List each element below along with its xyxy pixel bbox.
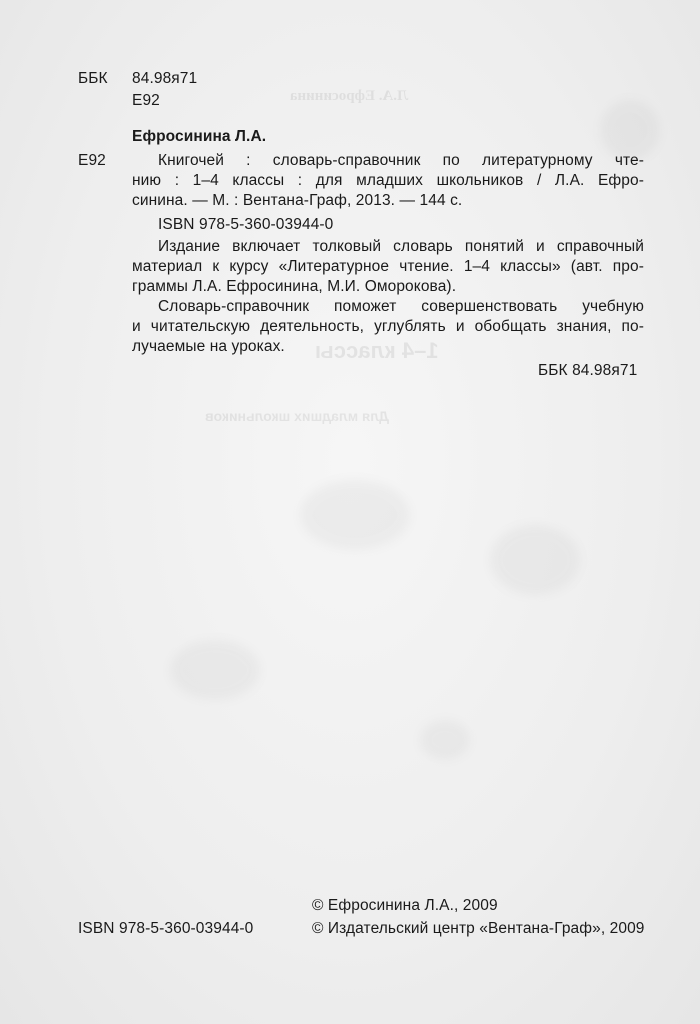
copyright-publisher: © Издательский центр «Вентана-Граф», 2009	[312, 920, 645, 937]
annotation-line: лучаемые на уроках.	[132, 338, 285, 355]
bleed-through-illustration	[600, 100, 660, 160]
bleed-through-illustration	[300, 480, 410, 550]
author-mark-header: Е92	[132, 92, 160, 109]
entry-title-line: Книгочей : словарь-справочник по литературному чте-	[158, 152, 644, 169]
bleed-through-illustration	[420, 720, 470, 760]
copyright-author: © Ефросинина Л.А., 2009	[312, 897, 498, 914]
annotation-line: и читательскую деятельность, углублять и обобщать знания, по-	[132, 318, 644, 335]
annotation-line: граммы Л.А. Ефросинина, М.И. Оморокова).	[132, 278, 457, 295]
bbk-code: 84.98я71	[132, 70, 198, 87]
bleed-through-author: Л.А. Ефросинина	[290, 88, 409, 104]
bleed-through-grades: 1–4 классы	[315, 338, 439, 363]
bleed-through-audience: Для младших школьников	[205, 408, 390, 424]
annotation-line: материал к курсу «Литературное чтение. 1–4 классы» (авт. про-	[132, 258, 644, 275]
bbk-footer: ББК 84.98я71	[538, 362, 638, 379]
entry-author: Ефросинина Л.А.	[132, 128, 267, 145]
entry-isbn: ISBN 978-5-360-03944-0	[158, 216, 334, 233]
entry-author-mark: Е92	[78, 152, 106, 169]
bbk-label: ББК	[78, 70, 108, 87]
footer-isbn: ISBN 978-5-360-03944-0	[78, 920, 254, 937]
entry-title-line: синина. — М. : Вентана-Граф, 2013. — 144 с.	[132, 192, 463, 209]
entry-title-line: нию : 1–4 классы : для младших школьников / Л.А. Ефро-	[132, 172, 644, 189]
bleed-through-illustration	[170, 640, 260, 700]
annotation-line: Словарь-справочник поможет совершенствовать учебную	[158, 298, 644, 315]
annotation-line: Издание включает толковый словарь понятий и справочный	[158, 238, 644, 255]
bleed-through-illustration	[490, 525, 580, 595]
